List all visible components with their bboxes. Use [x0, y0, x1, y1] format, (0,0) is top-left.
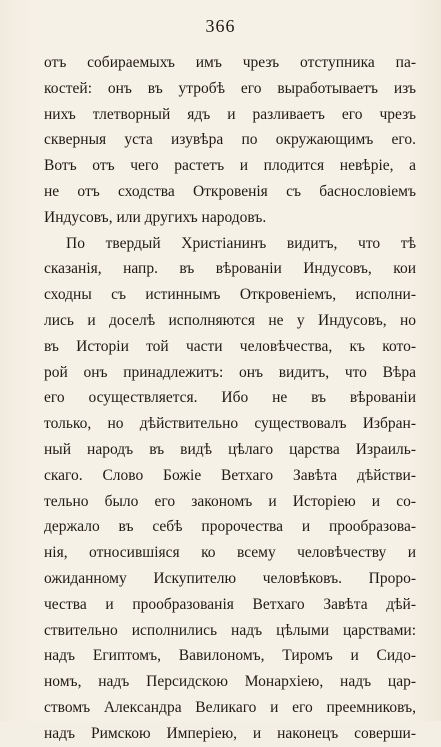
text-line: номъ, надъ Персидскою Монархіею, надъ цар-: [44, 673, 416, 691]
text-line: ствомъ Александра Великаго и его преемниковъ,: [44, 698, 416, 716]
text-line: нихъ тлетворный ядъ и разливаетъ его чрезъ: [44, 105, 416, 123]
text-line: ствительно исполнились надъ цѣлыми царствами:: [44, 621, 416, 639]
text-line: чества и прообразованія Ветхаго Завѣта дѣй-: [44, 595, 416, 613]
text-line: отъ собираемыхъ имъ чрезъ отступника па-: [44, 54, 416, 71]
text-line: рой онъ принадлежитъ: онъ видитъ, что Вѣра: [44, 363, 416, 381]
text-line: не отъ сходства Откровенія съ баснословіемъ: [44, 182, 416, 200]
text-line: нія, относившіяся ко всему человѣчеству и: [44, 544, 416, 562]
paragraph-start-line: По твердый Христіанинъ видитъ, что тѣ: [66, 234, 416, 252]
text-line: надъ Римскою Имперіею, и наконецъ соверши-: [44, 724, 416, 742]
text-line: сказанія, напр. въ вѣрованіи Индусовъ, кои: [44, 260, 416, 278]
text-line: Вотъ отъ чего растетъ и плодится невѣріе, а: [44, 157, 416, 175]
text-line: сходны съ истиннымъ Откровеніемъ, исполни-: [44, 286, 416, 304]
body-text: [44, 50, 416, 747]
text-line: только, но дѣйствительно существовалъ Избран-: [44, 415, 416, 433]
text-line: костей: онъ въ утробѣ его выработываетъ изъ: [44, 79, 416, 97]
page-number: 366: [205, 16, 236, 36]
text-line: держало въ себѣ пророчества и прообразова-: [44, 518, 416, 536]
text-line: лись и доселѣ исполняются не у Индусовъ, но: [44, 311, 416, 329]
text-line: тельно было его закономъ и Исторіею и со-: [44, 492, 416, 510]
text-line: надъ Египтомъ, Вавилономъ, Тиромъ и Сидо-: [44, 647, 416, 665]
text-line: скаго. Слово Божіе Ветхаго Завѣта дѣйстви-: [44, 466, 416, 484]
text-line: въ Исторіи той части человѣчества, къ кото-: [44, 337, 416, 355]
text-line: его осуществляется. Ибо не въ вѣрованіи: [44, 389, 416, 407]
text-line: Индусовъ, или другихъ народовъ.: [44, 208, 267, 226]
text-line: ожиданному Искупителю человѣковъ. Проро-: [44, 569, 416, 587]
text-line: скверныя уста изувѣра по окружающимъ его.: [44, 131, 416, 149]
text-line: ный народъ въ видѣ цѣлаго царства Израиль-: [44, 440, 416, 458]
